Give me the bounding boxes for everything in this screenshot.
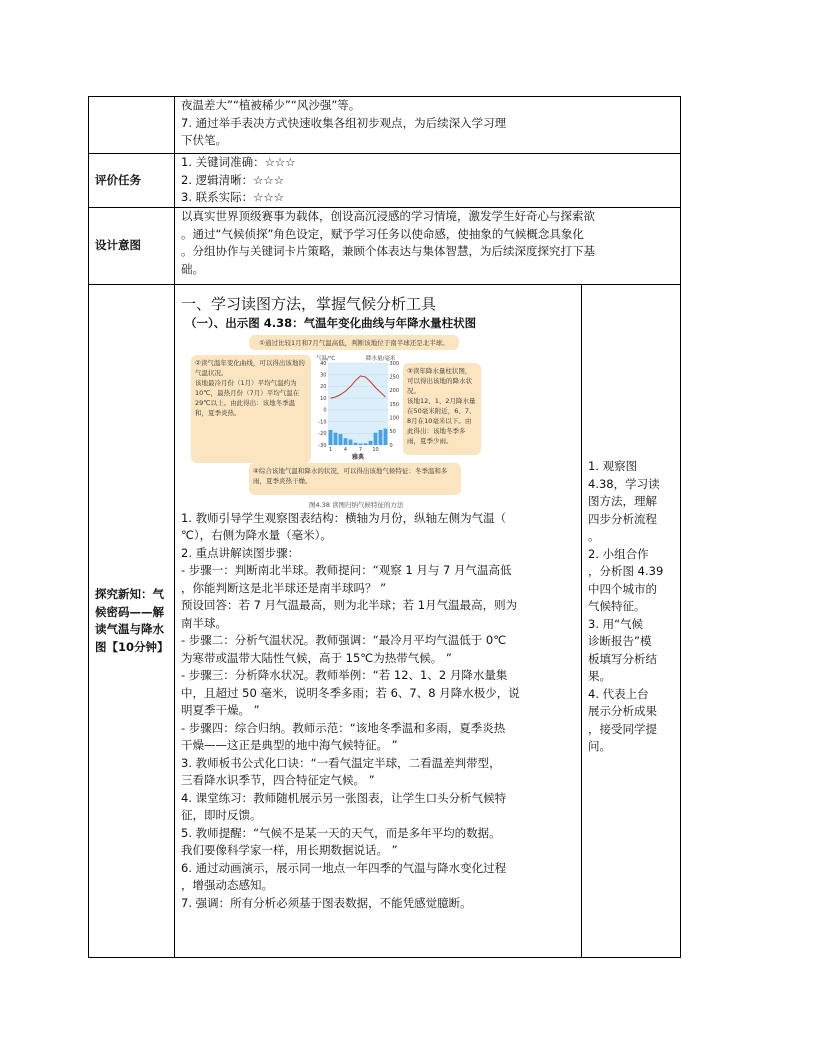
text-line: 。分组协作与关键词卡片策略，兼顾个体表达与集体智慧，为后续深度探究打下基 [181, 244, 595, 258]
chart-left-tick-label: 10 [320, 395, 327, 402]
text-line: ，分析图 4.39 [588, 564, 664, 579]
precipitation-bar [349, 439, 353, 444]
evaluation-cell [175, 154, 681, 208]
text-line: - 步骤二：分析气温状况。教师强调：“最冷月平均气温低于 0℃ [181, 633, 507, 647]
text-line: 6. 通过动画演示，展示同一地点一年四季的气温与降水变化过程 [181, 860, 507, 875]
text-line: 为寒带或温带大陆性气候，高于 15℃为热带气候。 ” [181, 650, 452, 665]
chart-x-tick-label: 7 [358, 446, 363, 453]
chart-left-tick-label: 20 [320, 383, 327, 390]
chart-left-tick-label: 40 [320, 360, 327, 367]
text-line: ℃），右侧为降水量（毫米）。 [181, 528, 332, 542]
text-line: 中，且超过 50 毫米，说明冬季多雨；若 6、7、8 月降水极少，说 [181, 685, 520, 700]
text-line: 夜温差大”“植被稀少”“风沙强”等。 [181, 98, 361, 112]
chart-left-tick-label: -10 [318, 418, 327, 425]
text-line: ，接受同学提 [588, 721, 657, 736]
text-line: 征，即时反馈。 [181, 808, 262, 822]
text-line: - 步骤一：判断南北半球。教师提问：“观察 1 月与 7 月气温高低 [181, 563, 512, 577]
text-line: ，增强动态感知。 [181, 878, 273, 892]
text-line: 2. 小组合作 [588, 546, 649, 561]
text-line: 预设回答：若 7 月气温最高，则为北半球；若 1月气温最高，则为 [181, 598, 518, 612]
text-line: 板填写分析结 [588, 651, 657, 666]
text-line: 。通过“气候侦探”角色设定，赋予学习任务以使命感，使抽象的气候概念具象化 [181, 226, 584, 241]
text-line: 2. 重点讲解读图步骤： [181, 545, 300, 560]
row-activity-continued [89, 97, 681, 154]
precipitation-bar [379, 429, 383, 444]
figure-note-2: ②读气温年变化曲线，可以得出该地的气温状况。 该地最冷月份（1月）平均气温约为10℃，最热月份（7月）平均气温在29℃以上。由此得出：该地冬季温和，夏季炎热。 [191, 355, 311, 463]
text-line: 气候特征。 [588, 599, 646, 614]
precipitation-bar [329, 429, 333, 444]
precipitation-bar [359, 443, 363, 444]
precipitation-bar [374, 432, 378, 444]
precipitation-bar [334, 432, 338, 444]
evaluation-label: 评价任务 [89, 154, 175, 208]
text-line: 以真实世界顶级赛事为载体，创设高沉浸感的学习情境，激发学生好奇心与探索欲 [181, 209, 595, 223]
text-line: 4. 课堂练习：教师随机展示另一张图表，让学生口头分析气候特 [181, 790, 507, 805]
chart-left-tick-label: -30 [318, 442, 327, 449]
chart-right-tick-label: 50 [389, 428, 396, 435]
text-line: 3. 用“气候 [588, 616, 644, 631]
student-activity-text [588, 458, 674, 756]
chart-left-tick-label: 0 [323, 407, 327, 414]
precipitation-bar [369, 440, 373, 444]
text-line: 7. 通过举手表决方式快速收集各组初步观点，为后续深入学习理 [181, 115, 507, 130]
text-line: 明夏季干燥。 ” [181, 703, 260, 717]
climate-figure [189, 335, 479, 510]
text-line: 4.38，学习读 [588, 476, 660, 491]
row-explore [89, 285, 681, 958]
text-line: 3. 教师板书公式化口诀：“一看气温定半球，二看温差判带型， [181, 755, 501, 770]
section-heading: 一、学习读图方法，掌握气候分析工具 [181, 295, 437, 313]
chart-right-tick-label: 250 [389, 373, 400, 380]
text-line: 南半球。 [181, 615, 227, 630]
chart-right-tick-label: 100 [389, 414, 400, 421]
chart-left-tick-label: 30 [320, 372, 327, 379]
chart-right-tick-label: 150 [389, 401, 400, 408]
climate-chart [314, 353, 402, 461]
precipitation-bar [354, 442, 358, 444]
text-line: 1. 教师引导学生观察图表结构：横轴为月份，纵轴左侧为气温（ [181, 510, 507, 525]
text-line: 1. 观察图 [588, 459, 638, 474]
lesson-table [88, 96, 681, 958]
empty-label-cell [89, 97, 175, 154]
text-line: - 步骤三：分析降水状况。教师举例：“若 12、1、2 月降水量集 [181, 668, 508, 682]
text-line: 问。 [588, 739, 611, 754]
activity-cell [175, 97, 681, 154]
row-evaluation [89, 154, 681, 208]
teacher-activity-cell [175, 285, 582, 958]
text-line: 1. 关键词准确：☆☆☆ [181, 155, 296, 169]
precipitation-bar [339, 434, 343, 445]
text-line: 下伏笔。 [181, 133, 227, 147]
text-line: 展示分析成果 [588, 704, 657, 719]
figure-note-3: ③读年降水量柱状图，可以得出该地的降水状况。 该地12、1、2月降水量在50毫米附近，6、7、8月在10毫米以下。由此得出：该地冬季多雨，夏季少雨。 [403, 363, 481, 455]
text-line: 中四个城市的 [588, 581, 657, 596]
row-design-intent [89, 208, 681, 285]
chart-left-axis-label: 气温/℃ [316, 355, 336, 362]
text-line: 果。 [588, 669, 611, 684]
text-line: 。 [588, 529, 600, 544]
text-line: 我们要像科学家一样，用长期数据说话。 ” [181, 843, 398, 857]
text-line: 诊断报告”模 [588, 634, 652, 649]
chart-right-tick-label: 200 [389, 387, 400, 394]
text-line: - 步骤四：综合归纳。教师示范：“该地冬季温和多雨，夏季炎热 [181, 720, 506, 735]
design-intent-cell [175, 208, 681, 285]
student-activity-cell [582, 285, 681, 958]
chart-x-tick-label: 1 [328, 446, 333, 453]
text-line: 5. 教师提醒：“气候不是某一天的天气，而是多年平均的数据。 [181, 825, 501, 840]
chart-right-tick-label: 300 [389, 360, 400, 367]
text-line: 干燥——这正是典型的地中海气候特征。 ” [181, 738, 398, 752]
figure-note-4: ④综合该地气温和降水的状况，可以得出该地气候特征：冬季温和多雨，夏季炎热干燥。 [249, 463, 461, 495]
precipitation-bar [344, 438, 348, 445]
text-line: 图方法，理解 [588, 494, 657, 509]
design-intent-label: 设计意图 [89, 208, 175, 285]
teacher-activity-text [181, 510, 575, 913]
figure-caption: 图4.38 读图归纳气候特征的方法 [309, 500, 404, 509]
section-subheading: （一）、出示图 4.38：气温年变化曲线与年降水量柱状图 [185, 316, 477, 330]
figure-note-1: ①通过比较1月和7月气温高低，判断该地位于南半球还是北半球。 [249, 335, 459, 350]
precipitation-bar [364, 443, 368, 445]
chart-city-label: 雅典 [352, 453, 365, 461]
chart-x-tick-label: 10 [372, 446, 379, 453]
text-line: 础。 [181, 261, 204, 276]
chart-right-tick-label: 0 [389, 442, 393, 449]
text-line: 4. 代表上台 [588, 686, 649, 701]
explore-label: 探究新知：气候密码——解读气温与降水图【10分钟】 [89, 285, 175, 958]
text-line: 7. 强调：所有分析必须基于图表数据，不能凭感觉臆断。 [181, 895, 472, 910]
precipitation-bar [384, 428, 388, 444]
text-line: ，你能判断这是北半球还是南半球吗？ ” [181, 580, 387, 595]
text-line: 2. 逻辑清晰：☆☆☆ [181, 172, 285, 187]
chart-right-axis-label: 降水量/毫米 [366, 355, 396, 362]
text-line: 四步分析流程 [588, 511, 657, 526]
text-line: 三看降水识季节，四合特征定气候。 ” [181, 773, 375, 787]
text-line: 3. 联系实际：☆☆☆ [181, 190, 285, 204]
chart-left-tick-label: -20 [318, 430, 327, 437]
chart-x-tick-label: 4 [343, 446, 348, 453]
